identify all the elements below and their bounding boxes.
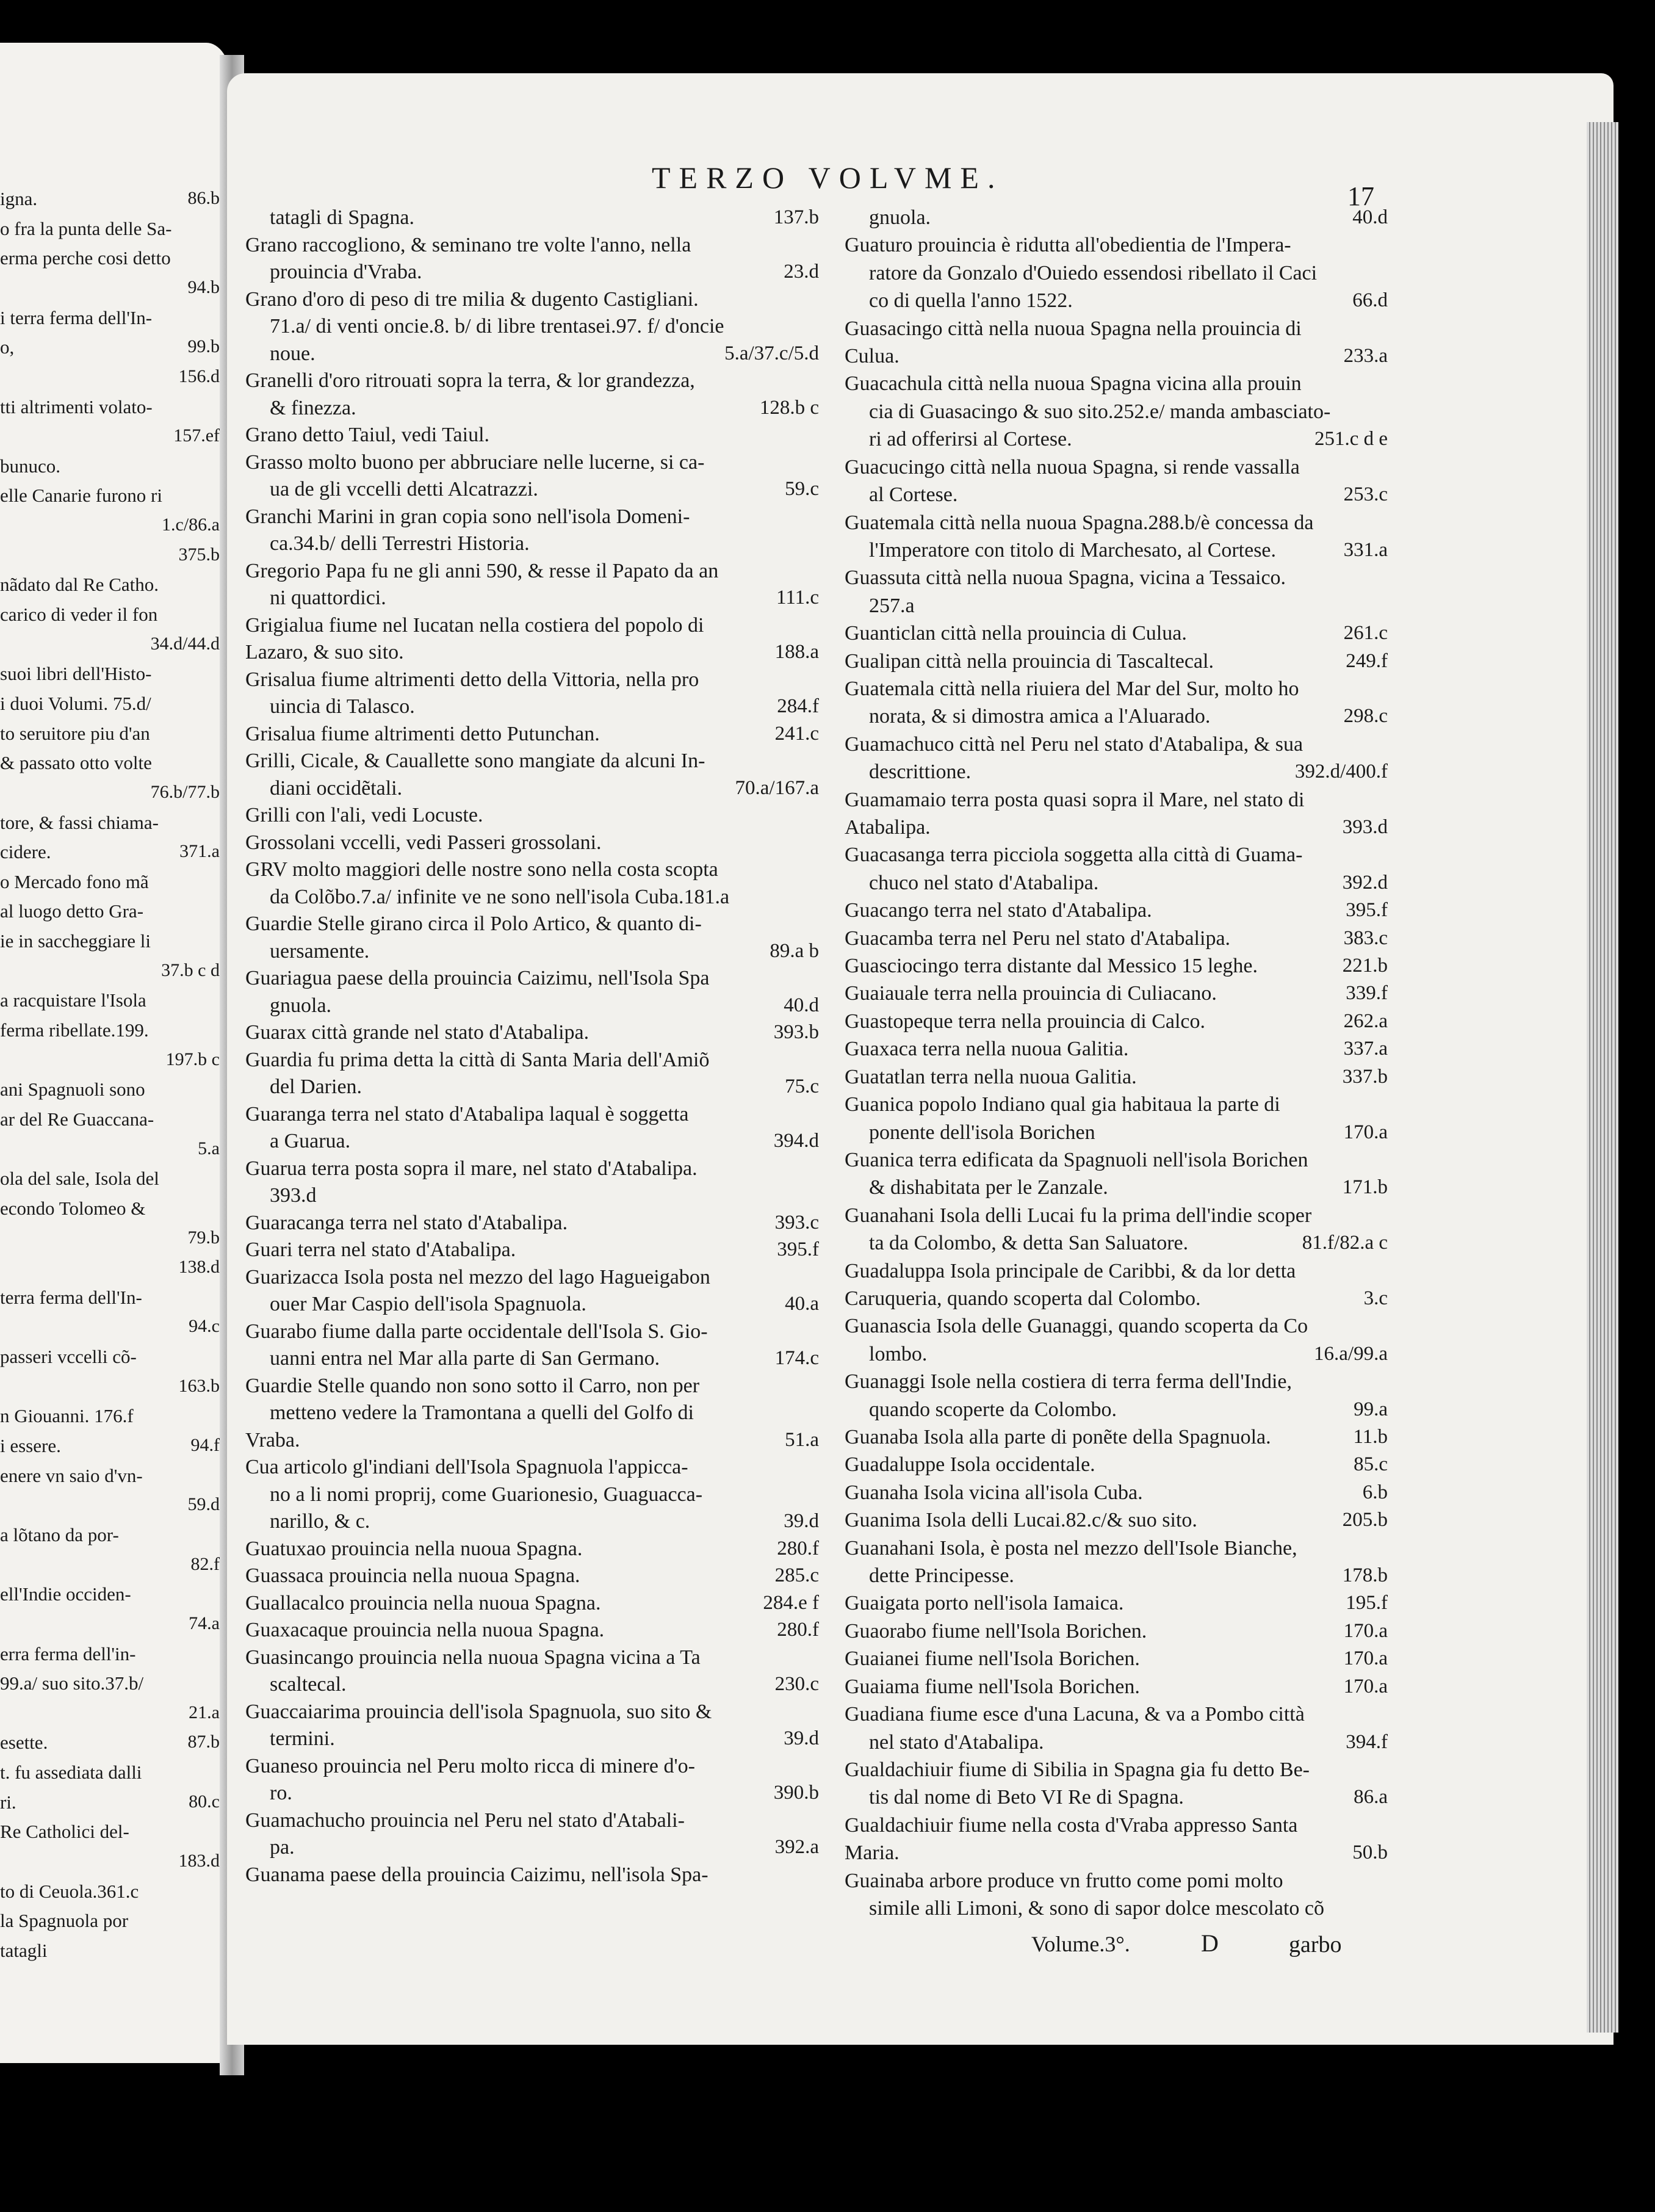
index-entry-text: Grisalua fiume altrimenti detto della Vittoria, nella pro — [245, 668, 699, 691]
left-page-text: ani Spagnuoli sono — [0, 1079, 145, 1100]
left-page-text: ri. — [0, 1791, 16, 1813]
left-page-text: n Giouanni. 176.f — [0, 1405, 134, 1426]
index-entry-page: 40.a — [785, 1293, 819, 1315]
index-entry-page: 66.d — [1352, 289, 1388, 311]
index-entry-text: Grisalua fiume altrimenti detto Putunchan. — [245, 723, 600, 745]
left-page-fragment — [0, 43, 231, 2063]
left-page-text: erra ferma dell'in- — [0, 1643, 136, 1664]
index-entry-text: Guanica popolo Indiano qual gia habitaua la parte di — [845, 1093, 1280, 1116]
index-entry-text: Guaiauale terra nella prouincia di Culiacano. — [845, 982, 1217, 1005]
index-entry-page: 241.c — [774, 723, 819, 745]
index-entry-text: Guatemala città nella riuiera del Mar del Sur, molto ho — [845, 678, 1299, 700]
index-entry-page: 394.d — [773, 1130, 819, 1152]
index-entry-text: Gualipan città nella prouincia di Tascaltecal. — [845, 650, 1214, 673]
left-page-text: i terra ferma dell'In- — [0, 307, 153, 328]
catchword: garbo — [1289, 1932, 1342, 1957]
index-entry-text: no a li nomi proprij, come Guarionesio, Guaguacca- — [270, 1483, 703, 1506]
index-entry-text: nel stato d'Atabalipa. — [869, 1731, 1044, 1754]
index-entry-text: 71.a/ di venti oncie.8. b/ di libre trentasei.97. f/ d'oncie — [270, 315, 724, 338]
index-entry-text: Cua articolo gl'indiani dell'Isola Spagnuola l'appicca- — [245, 1456, 688, 1478]
index-entry-page: 81.f/82.a c — [1302, 1232, 1388, 1254]
index-entry-text: Guamamaio terra posta quasi sopra il Mare, nel stato di — [845, 789, 1305, 811]
index-entry-text: Grano detto Taiul, vedi Taiul. — [245, 424, 490, 446]
index-entry-text: Guardie Stelle quando non sono sotto il Carro, non per — [245, 1375, 700, 1397]
index-entry-page: 16.a/99.a — [1314, 1343, 1388, 1365]
index-entry-text: a Guarua. — [270, 1130, 351, 1152]
left-page-text: a racquistare l'Isola — [0, 989, 146, 1011]
index-entry-page: 89.a b — [770, 940, 819, 962]
left-page-number: 34.d/44.d — [150, 634, 220, 654]
left-page-number: 82.f — [190, 1554, 220, 1574]
left-page-number: 157.ef — [173, 425, 220, 446]
index-entry-text: Guacango terra nel stato d'Atabalipa. — [845, 899, 1152, 922]
left-page-number: 371.a — [179, 841, 220, 861]
index-entry-text: Grossolani vccelli, vedi Passeri grossolani. — [245, 831, 602, 854]
left-page-number: 76.b/77.b — [150, 782, 220, 802]
index-entry-page: 394.f — [1346, 1731, 1388, 1753]
index-entry-text: termini. — [270, 1727, 335, 1750]
left-page-text: & passato otto volte — [0, 752, 152, 773]
left-page-text: bunuco. — [0, 455, 61, 477]
index-entry-text: Grano d'oro di peso di tre milia & dugento Castigliani. — [245, 288, 699, 311]
index-entry-text: Guacamba terra nel Peru nel stato d'Atabalipa. — [845, 927, 1231, 950]
index-entry-page: 99.a — [1354, 1398, 1388, 1420]
index-entry-text: gnuola. — [869, 206, 931, 229]
left-page-number: 375.b — [178, 544, 220, 565]
index-entry-page: 390.b — [773, 1782, 819, 1804]
index-entry-text: Atabalipa. — [845, 816, 931, 839]
index-entry-text: Guari terra nel stato d'Atabalipa. — [245, 1238, 516, 1261]
index-entry-text: Vraba. — [245, 1429, 300, 1451]
left-page-text: tore, & fassi chiama- — [0, 812, 159, 833]
index-entry-text: Guallacalco prouincia nella nuoua Spagna. — [245, 1592, 601, 1614]
index-entry-page: 249.f — [1346, 650, 1388, 672]
left-page-text: nãdato dal Re Catho. — [0, 574, 159, 595]
index-entry-text: Guadaluppa Isola principale de Caribbi, & da lor detta — [845, 1260, 1296, 1282]
index-entry-text: Guaxacaque prouincia nella nuoua Spagna. — [245, 1619, 605, 1641]
index-entry-page: 230.c — [774, 1673, 819, 1695]
index-entry-text: Guarax città grande nel stato d'Atabalipa. — [245, 1021, 590, 1044]
index-entry-page: 39.d — [784, 1727, 819, 1749]
index-entry-page: 280.f — [777, 1619, 819, 1641]
index-entry-page: 40.d — [784, 994, 819, 1016]
signature-letter: D — [1201, 1929, 1219, 1957]
index-entry-text: Guatemala città nella nuoua Spagna.288.b/è concessa da — [845, 511, 1314, 534]
index-entry-page: 195.f — [1346, 1592, 1388, 1614]
index-entry-text: & dishabitata per le Zanzale. — [869, 1176, 1108, 1199]
left-page-text: t. fu assediata dalli — [0, 1762, 142, 1783]
index-entry-text: ro. — [270, 1782, 292, 1804]
index-entry-page: 253.c — [1343, 483, 1388, 505]
left-page-number: 5.a — [198, 1138, 220, 1158]
left-page-number: 197.b c — [165, 1049, 220, 1069]
index-entry-text: ua de gli vccelli detti Alcatrazzi. — [270, 478, 538, 501]
index-entry-page: 337.a — [1343, 1038, 1388, 1060]
index-entry-text: Guanima Isola delli Lucai.82.c/& suo sito. — [845, 1509, 1197, 1531]
index-entry-text: ta da Colombo, & detta San Saluatore. — [869, 1232, 1189, 1254]
left-page-text: o Mercado fono mã — [0, 871, 149, 892]
index-entry-page: 178.b — [1342, 1564, 1388, 1586]
index-entry-text: Guainaba arbore produce vn frutto come pomi molto — [845, 1870, 1283, 1892]
index-entry-text: Guariagua paese della prouincia Caizimu, nell'Isola Spa — [245, 967, 710, 989]
index-entry-page: 298.c — [1343, 705, 1388, 727]
index-entry-text: Guarua terra posta sopra il mare, nel stato d'Atabalipa. — [245, 1157, 698, 1180]
index-entry-text: Grasso molto buono per abbruciare nelle lucerne, si ca- — [245, 451, 705, 474]
left-page-text: a lõtano da por- — [0, 1524, 119, 1545]
signature-volume: Volume.3°. — [1031, 1932, 1130, 1956]
index-entry-text: da Colõbo.7.a/ infinite ve ne sono nell'isola Cuba.181.a — [270, 886, 730, 908]
index-entry-page: 85.c — [1354, 1453, 1388, 1475]
left-page-number: 94.f — [190, 1435, 220, 1455]
left-page-text: al luogo detto Gra- — [0, 900, 144, 922]
index-entry-text: scaltecal. — [270, 1673, 347, 1696]
index-entry-text: al Cortese. — [869, 483, 958, 506]
left-page-number: 79.b — [187, 1227, 220, 1248]
index-entry-text: Guanticlan città nella prouincia di Culua. — [845, 622, 1187, 645]
index-entry-text: Guaianei fiume nell'Isola Borichen. — [845, 1647, 1140, 1670]
index-entry-text: l'Imperatore con titolo di Marchesato, al Cortese. — [869, 539, 1277, 562]
index-entry-text: Guarabo fiume dalla parte occidentale dell'Isola S. Gio- — [245, 1320, 708, 1343]
index-entry-page: 285.c — [774, 1564, 819, 1586]
index-entry-text: lombo. — [869, 1343, 928, 1365]
index-entry-text: Guanaggi Isole nella costiera di terra ferma dell'Indie, — [845, 1370, 1293, 1393]
left-page-number: 99.b — [187, 336, 220, 356]
index-entry-page: 251.c d e — [1314, 428, 1388, 450]
index-entry-text: Guassuta città nella nuoua Spagna, vicina a Tessaico. — [845, 566, 1286, 589]
index-entry-text: Guardia fu prima detta la città di Santa Maria dell'Amiõ — [245, 1049, 710, 1071]
left-page-text: to seruitore piu d'an — [0, 723, 150, 744]
index-entry-text: Guaranga terra nel stato d'Atabalipa laqual è soggetta — [245, 1103, 689, 1126]
index-entry-text: uersamente. — [270, 940, 370, 963]
index-entry-page: 261.c — [1343, 622, 1388, 644]
left-page-text: elle Canarie furono ri — [0, 485, 162, 506]
index-entry-text: chuco nel stato d'Atabalipa. — [869, 872, 1099, 894]
left-page-number: 163.b — [178, 1376, 220, 1396]
index-entry-text: Guanaha Isola vicina all'isola Cuba. — [845, 1481, 1143, 1504]
index-entry-text: Guanama paese della prouincia Caizimu, nell'isola Spa- — [245, 1863, 709, 1886]
index-entry-page: 284.e f — [763, 1592, 819, 1614]
left-page-text: ar del Re Guaccana- — [0, 1108, 154, 1130]
index-entry-text: tatagli di Spagna. — [270, 206, 415, 229]
index-entry-text: Guaccaiarima prouincia dell'isola Spagnuola, suo sito & — [245, 1701, 712, 1723]
index-entry-text: tis dal nome di Beto VI Re di Spagna. — [869, 1786, 1184, 1809]
index-entry-page: 383.c — [1343, 927, 1388, 949]
index-entry-text: Guatuxao prouincia nella nuoua Spagna. — [245, 1538, 583, 1560]
index-entry-page: 70.a/167.a — [735, 777, 819, 799]
index-entry-text: Guaxaca terra nella nuoua Galitia. — [845, 1038, 1129, 1060]
index-entry-text: metteno vedere la Tramontana a quelli del Golfo di — [270, 1401, 694, 1424]
index-entry-text: Guassaca prouincia nella nuoua Spagna. — [245, 1564, 580, 1587]
left-page-text: ell'Indie occiden- — [0, 1583, 131, 1605]
index-entry-text: Guanahani Isola, è posta nel mezzo dell'Isole Bianche, — [845, 1537, 1297, 1560]
left-page-text: to di Ceuola.361.c — [0, 1881, 139, 1902]
index-entry-page: 392.d — [1342, 872, 1388, 894]
index-entry-text: Lazaro, & suo sito. — [245, 641, 404, 663]
left-page-text: carico di veder il fon — [0, 604, 158, 625]
index-entry-text: noue. — [270, 342, 315, 365]
index-entry-text: 393.d — [270, 1184, 317, 1207]
index-entry-text: Guasincango prouincia nella nuoua Spagna vicina a Ta — [245, 1646, 701, 1669]
index-entry-page: 137.b — [773, 206, 819, 228]
index-entry-text: Gualdachiuir fiume nella costa d'Vraba appresso Santa — [845, 1814, 1298, 1837]
left-page-number: 183.d — [178, 1851, 220, 1871]
index-entry-text: Grigialua fiume nel Iucatan nella costiera del popolo di — [245, 614, 704, 637]
index-entry-text: gnuola. — [270, 994, 332, 1017]
index-entry-page: 393.d — [1342, 816, 1388, 838]
left-page-number: 80.c — [189, 1791, 220, 1812]
index-entry-page: 128.b c — [759, 397, 819, 419]
left-page-text: cidere. — [0, 841, 51, 862]
index-entry-text: descrittione. — [869, 761, 972, 783]
left-page-text: Re Catholici del- — [0, 1821, 129, 1842]
index-entry-page: 221.b — [1342, 955, 1388, 977]
left-page-number: 87.b — [187, 1732, 220, 1752]
index-entry-page: 393.b — [773, 1021, 819, 1043]
index-entry-text: Guasciocingo terra distante dal Messico 15 leghe. — [845, 955, 1258, 977]
index-entry-text: Guasacingo città nella nuoua Spagna nella prouincia di — [845, 317, 1302, 340]
index-entry-text: ca.34.b/ delli Terrestri Historia. — [270, 532, 530, 555]
index-entry-page: 51.a — [785, 1429, 819, 1451]
index-entry-page: 174.c — [774, 1347, 819, 1369]
left-page-text: o fra la punta delle Sa- — [0, 218, 172, 239]
index-entry-page: 171.b — [1342, 1176, 1388, 1198]
index-entry-text: Granchi Marini in gran copia sono nell'isola Domeni- — [245, 505, 690, 528]
left-page-number: 156.d — [178, 366, 220, 386]
index-entry-page: 170.a — [1343, 1620, 1388, 1642]
index-entry-page: 40.d — [1352, 206, 1388, 228]
left-page-text: terra ferma dell'In- — [0, 1287, 142, 1308]
left-page-text: ola del sale, Isola del — [0, 1168, 159, 1189]
index-entry-text: simile alli Limoni, & sono di sapor dolce mescolato cõ — [869, 1897, 1324, 1920]
left-page-text: igna. — [0, 188, 38, 209]
index-entry-text: uanni entra nel Mar alla parte di San Germano. — [270, 1347, 660, 1370]
left-page-text: suoi libri dell'Histo- — [0, 663, 152, 684]
index-entry-text: ri ad offerirsi al Cortese. — [869, 428, 1072, 450]
index-entry-text: Guacasanga terra picciola soggetta alla città di Guama- — [845, 844, 1303, 866]
index-entry-text: narillo, & c. — [270, 1510, 370, 1533]
index-entry-text: & finezza. — [270, 397, 356, 419]
index-entry-text: Guaiama fiume nell'Isola Borichen. — [845, 1675, 1140, 1698]
left-page-number: 37.b c d — [161, 960, 220, 980]
index-entry-text: Guaturo prouincia è ridutta all'obedientia de l'Impera- — [845, 234, 1291, 256]
left-page-number: 21.a — [189, 1702, 220, 1722]
index-entry-text: Guanaba Isola alla parte di ponẽte della Spagnuola. — [845, 1426, 1271, 1448]
index-entry-page: 6.b — [1362, 1481, 1388, 1503]
index-entry-page: 188.a — [774, 641, 819, 663]
index-entry-page: 339.f — [1346, 982, 1388, 1004]
index-entry-text: Guaneso prouincia nel Peru molto ricca di minere d'o- — [245, 1755, 695, 1777]
index-entry-text: Guaigata porto nell'isola Iamaica. — [845, 1592, 1124, 1614]
running-header: TERZO VOLVME. — [652, 161, 1004, 195]
left-page-text: tatagli — [0, 1940, 48, 1961]
left-page-text: enere vn saio d'vn- — [0, 1465, 143, 1486]
index-entry-text: Guamachucho prouincia nel Peru nel stato d'Atabali- — [245, 1809, 685, 1832]
index-entry-text: diani occidẽtali. — [270, 777, 403, 800]
left-page-text: ie in saccheggiare li — [0, 930, 151, 952]
index-entry-text: cia di Guasacingo & suo sito.252.e/ manda ambasciato- — [869, 400, 1331, 423]
index-entry-page: 262.a — [1343, 1010, 1388, 1032]
left-page-number: 74.a — [189, 1613, 220, 1633]
index-entry-text: Maria. — [845, 1842, 900, 1864]
index-entry-text: ponente dell'isola Borichen — [869, 1121, 1095, 1144]
index-entry-page: 3.c — [1363, 1287, 1388, 1309]
index-entry-text: Guarizacca Isola posta nel mezzo del lago Hagueigabon — [245, 1266, 710, 1289]
left-page-text: econdo Tolomeo & — [0, 1198, 146, 1219]
index-entry-page: 393.c — [774, 1212, 819, 1234]
index-entry-page: 170.a — [1343, 1675, 1388, 1697]
index-entry-text: uincia di Talasco. — [270, 695, 415, 718]
page-number: 17 — [1347, 181, 1374, 211]
index-entry-text: dette Principesse. — [869, 1564, 1014, 1587]
index-entry-text: ouer Mar Caspio dell'isola Spagnuola. — [270, 1293, 586, 1315]
index-entry-text: pa. — [270, 1836, 295, 1859]
index-entry-page: 392.d/400.f — [1294, 761, 1388, 783]
index-entry-text: Gregorio Papa fu ne gli anni 590, & resse il Papato da an — [245, 560, 719, 582]
index-entry-page: 280.f — [777, 1538, 819, 1560]
index-entry-page: 205.b — [1342, 1509, 1388, 1531]
index-entry-page: 392.a — [774, 1836, 819, 1858]
index-entry-text: Guanica terra edificata da Spagnuoli nell'isola Borichen — [845, 1149, 1308, 1171]
left-page-number: 86.b — [187, 188, 220, 208]
index-entry-page: 170.a — [1343, 1647, 1388, 1669]
index-entry-text: quando scoperte da Colombo. — [869, 1398, 1117, 1421]
index-entry-text: Guadiana fiume esce d'una Lacuna, & va a Pombo città — [845, 1703, 1305, 1726]
left-page-text: esette. — [0, 1732, 48, 1753]
left-page-number: 138.d — [178, 1257, 220, 1277]
index-entry-text: Guardie Stelle girano circa il Polo Artico, & quanto di- — [245, 913, 702, 935]
index-entry-page: 284.f — [777, 695, 819, 717]
index-entry-page: 59.c — [785, 478, 819, 500]
left-page-number: 59.d — [187, 1494, 220, 1514]
index-entry-page: 39.d — [784, 1510, 819, 1532]
index-entry-text: Guanahani Isola delli Lucai fu la prima dell'indie scoper — [845, 1204, 1312, 1227]
index-entry-text: ratore da Gonzalo d'Ouiedo essendosi ribellato il Caci — [869, 262, 1318, 284]
left-page-number: 94.c — [189, 1316, 220, 1336]
left-page-number: 1.c/86.a — [162, 515, 220, 535]
index-entry-text: del Darien. — [270, 1075, 362, 1098]
index-entry-text: Guaorabo fiume nell'Isola Borichen. — [845, 1620, 1147, 1643]
index-entry-text: prouincia d'Vraba. — [270, 261, 422, 283]
index-entry-text: Caruqueria, quando scoperta dal Colombo. — [845, 1287, 1201, 1310]
index-entry-page: 86.a — [1354, 1786, 1388, 1808]
index-entry-page: 75.c — [785, 1075, 819, 1097]
index-entry-text: Grilli, Cicale, & Cauallette sono mangiate da alcuni In- — [245, 750, 705, 772]
index-entry-text: Guacachula città nella nuoua Spagna vicina alla prouin — [845, 372, 1302, 395]
index-entry-text: Guatatlan terra nella nuoua Galitia. — [845, 1066, 1137, 1088]
left-page-text: i duoi Volumi. 75.d/ — [0, 693, 151, 714]
left-page-text: la Spagnuola por — [0, 1910, 129, 1931]
index-entry-text: Culua. — [845, 345, 900, 367]
index-entry-page: 23.d — [784, 261, 819, 283]
index-entry-text: Guaracanga terra nel stato d'Atabalipa. — [245, 1212, 568, 1234]
index-entry-page: 337.b — [1342, 1066, 1388, 1088]
index-entry-text: Guamachuco città nel Peru nel stato d'Atabalipa, & sua — [845, 733, 1303, 756]
left-page-text: tti altrimenti volato- — [0, 396, 153, 417]
index-entry-text: norata, & si dimostra amica a l'Aluarado. — [869, 705, 1211, 728]
index-entry-page: 11.b — [1353, 1426, 1388, 1448]
index-entry-text: Guadaluppe Isola occidentale. — [845, 1453, 1095, 1476]
left-page-text: o, — [0, 336, 15, 358]
page-edge-stack — [1587, 122, 1618, 2033]
index-entry-text: Gualdachiuir fiume di Sibilia in Spagna gia fu detto Be- — [845, 1758, 1310, 1781]
index-entry-page: 50.b — [1352, 1842, 1388, 1863]
index-entry-text: co di quella l'anno 1522. — [869, 289, 1073, 312]
index-entry-page: 331.a — [1343, 539, 1388, 561]
left-page-text: erma perche cosi detto — [0, 247, 171, 269]
index-entry-text: Guastopeque terra nella prouincia di Calco. — [845, 1010, 1205, 1033]
index-entry-text: GRV molto maggiori delle nostre sono nella costa scopta — [245, 858, 718, 881]
index-entry-text: Grano raccogliono, & seminano tre volte l'anno, nella — [245, 234, 691, 256]
index-entry-page: 170.a — [1343, 1121, 1388, 1143]
left-page-text: i essere. — [0, 1435, 61, 1456]
index-entry-text: Granelli d'oro ritrouati sopra la terra, & lor grandezza, — [245, 369, 695, 392]
left-page-text: 99.a/ suo sito.37.b/ — [0, 1672, 144, 1694]
left-page-text: passeri vccelli cõ- — [0, 1346, 137, 1367]
index-entry-text: 257.a — [869, 595, 915, 617]
index-entry-page: 395.f — [1346, 899, 1388, 921]
index-entry-text: ni quattordici. — [270, 587, 386, 609]
index-entry-page: 395.f — [777, 1238, 819, 1260]
index-entry-page: 111.c — [776, 587, 819, 609]
index-entry-page: 5.a/37.c/5.d — [724, 342, 819, 364]
left-page-number: 94.b — [187, 277, 220, 297]
index-entry-text: Guanascia Isola delle Guanaggi, quando scoperta da Co — [845, 1315, 1308, 1337]
index-entry-text: Guacucingo città nella nuoua Spagna, si rende vassalla — [845, 456, 1300, 479]
left-page-text: ferma ribellate.199. — [0, 1019, 149, 1041]
index-entry-text: Grilli con l'ali, vedi Locuste. — [245, 804, 483, 826]
index-entry-page: 233.a — [1343, 345, 1388, 367]
